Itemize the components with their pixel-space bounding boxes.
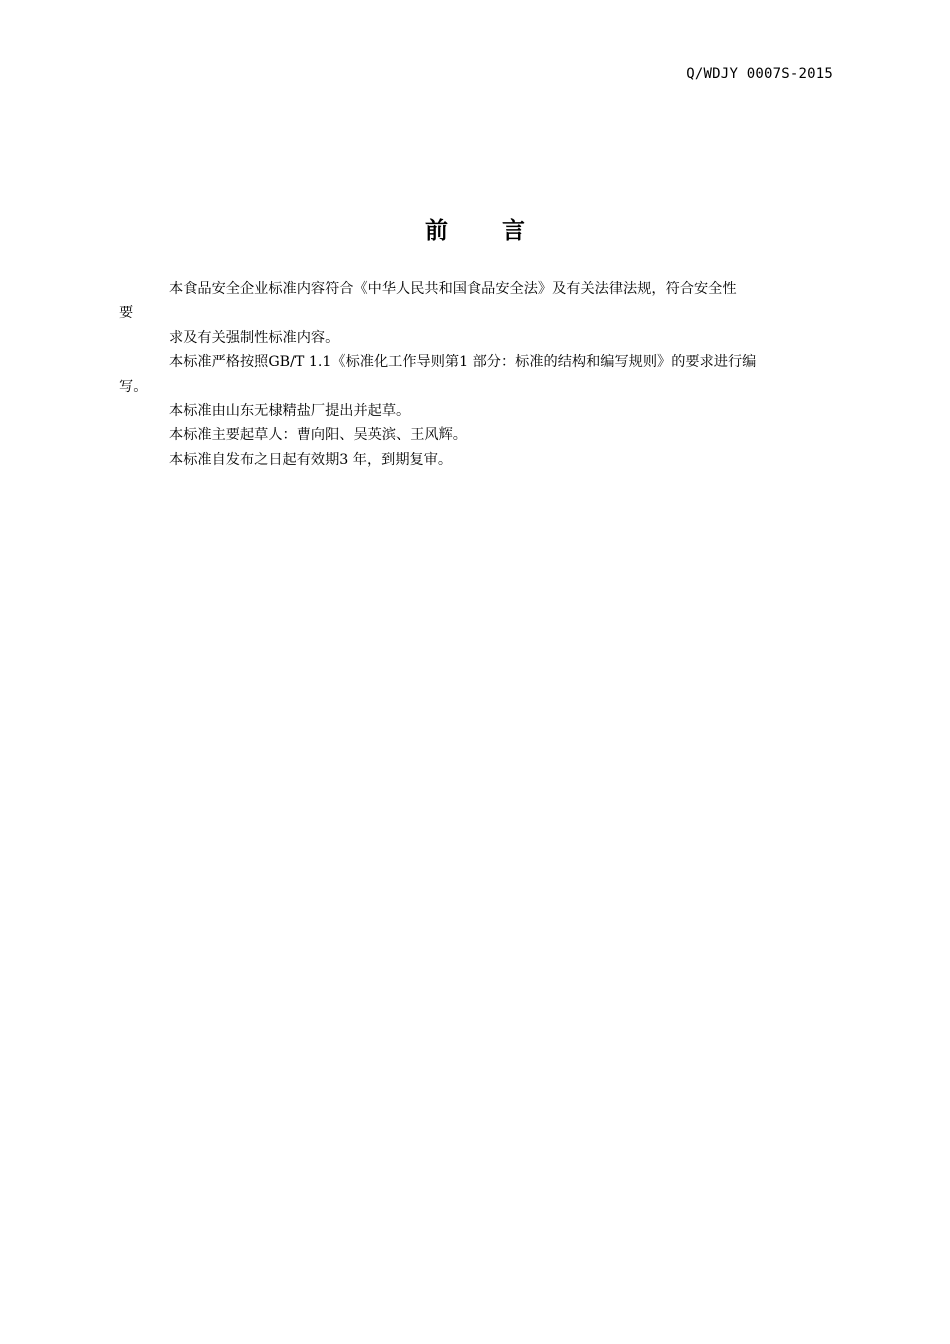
paragraph-2-line-1: 本标准严格按照GB/T 1.1《标准化工作导则第1 部分：标准的结构和编写规则》的要求进行编 — [169, 354, 757, 371]
title-char-yan: 言 — [502, 218, 525, 244]
paragraph-1-line-2: 要 — [119, 305, 134, 322]
paragraph-3: 本标准由山东无棣精盐厂提出并起草。 — [169, 403, 411, 420]
page-title — [0, 212, 950, 245]
paragraph-5: 本标准自发布之日起有效期3 年，到期复审。 — [169, 451, 453, 468]
document-code: Q/WDJY 0007S-2015 — [686, 66, 833, 82]
foreword-body — [119, 277, 859, 472]
paragraph-4: 本标准主要起草人：曹向阳、吴英滨、王风辉。 — [169, 427, 467, 444]
paragraph-1-line-1: 本食品安全企业标准内容符合《中华人民共和国食品安全法》及有关法律法规，符合安全性 — [169, 281, 737, 297]
title-char-qian: 前 — [425, 218, 448, 244]
paragraph-1-line-3: 求及有关强制性标准内容。 — [169, 329, 340, 346]
paragraph-2-line-2: 写。 — [119, 378, 148, 395]
